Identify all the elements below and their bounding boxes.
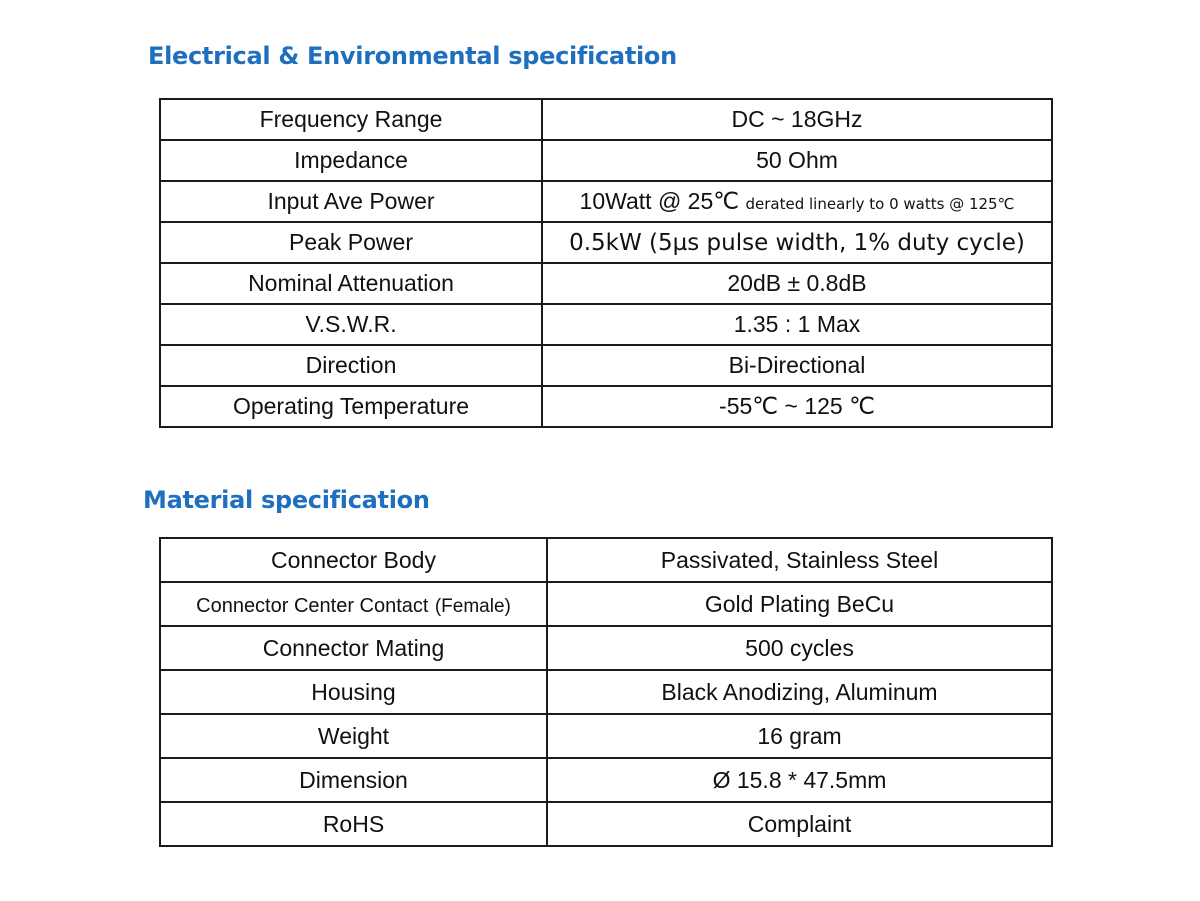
table-row — [160, 181, 1052, 222]
spec-label: Connector Body — [160, 538, 547, 582]
spec-label: Nominal Attenuation — [160, 263, 542, 304]
spec-value: Ø 15.8 * 47.5mm — [547, 758, 1052, 802]
spec-value: Passivated, Stainless Steel — [547, 538, 1052, 582]
spec-value: 0.5kW (5µs pulse width, 1% duty cycle) — [542, 222, 1052, 263]
table-row — [160, 582, 1052, 626]
spec-value: 50 Ohm — [542, 140, 1052, 181]
spec-value: Complaint — [547, 802, 1052, 846]
spec-label: Frequency Range — [160, 99, 542, 140]
spec-label: Operating Temperature — [160, 386, 542, 427]
table-row — [160, 538, 1052, 582]
spec-label: Connector Center Contact — [196, 594, 429, 617]
spec-label: RoHS — [160, 802, 547, 846]
table-row — [160, 345, 1052, 386]
table-row — [160, 714, 1052, 758]
spec-label: Input Ave Power — [160, 181, 542, 222]
spec-value: -55℃ ~ 125 ℃ — [542, 386, 1052, 427]
spec-label: Direction — [160, 345, 542, 386]
spec-value: Gold Plating BeCu — [547, 582, 1052, 626]
spec-value: 500 cycles — [547, 626, 1052, 670]
spec-value-note: derated linearly to 0 watts @ 125℃ — [745, 195, 1015, 213]
spec-value: Black Anodizing, Aluminum — [547, 670, 1052, 714]
table-row — [160, 626, 1052, 670]
spec-value-cell — [542, 181, 1052, 222]
spec-value: 16 gram — [547, 714, 1052, 758]
spec-label: V.S.W.R. — [160, 304, 542, 345]
spec-label: Connector Mating — [160, 626, 547, 670]
electrical-spec-table — [159, 98, 1053, 428]
electrical-section-title: Electrical & Environmental specification — [148, 42, 677, 70]
spec-value: DC ~ 18GHz — [542, 99, 1052, 140]
table-row — [160, 802, 1052, 846]
spec-value: Bi-Directional — [542, 345, 1052, 386]
spec-value: 20dB ± 0.8dB — [542, 263, 1052, 304]
spec-value: 1.35 : 1 Max — [542, 304, 1052, 345]
table-row — [160, 263, 1052, 304]
material-section-title: Material specification — [143, 486, 430, 514]
table-row — [160, 304, 1052, 345]
spec-label-cell — [160, 582, 547, 626]
material-spec-table — [159, 537, 1053, 847]
table-row — [160, 140, 1052, 181]
table-row — [160, 222, 1052, 263]
spec-label: Housing — [160, 670, 547, 714]
spec-label: Weight — [160, 714, 547, 758]
spec-label: Impedance — [160, 140, 542, 181]
table-row — [160, 758, 1052, 802]
spec-label: Peak Power — [160, 222, 542, 263]
table-row — [160, 386, 1052, 427]
table-row — [160, 670, 1052, 714]
spec-value: 10Watt @ 25℃ — [579, 188, 740, 214]
spec-label: Dimension — [160, 758, 547, 802]
table-row — [160, 99, 1052, 140]
spec-label-note: (Female) — [434, 595, 511, 617]
